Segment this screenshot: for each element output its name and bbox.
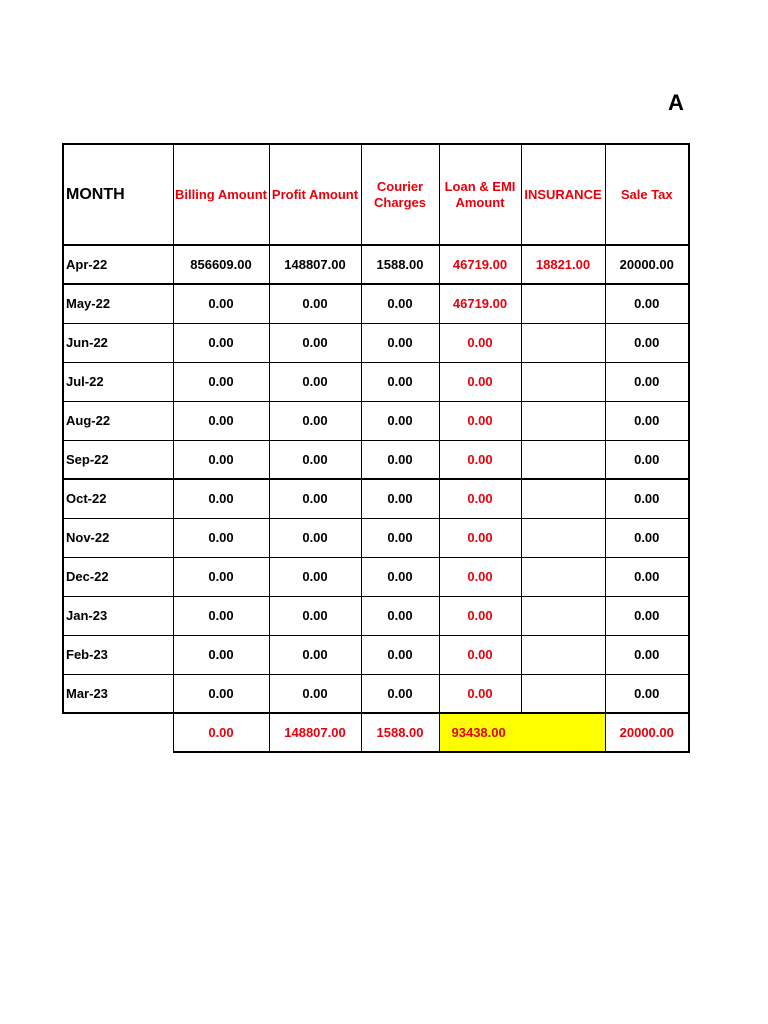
cell-insurance [521, 284, 605, 323]
header-profit-amount: Profit Amount [269, 144, 361, 245]
total-billing-amount: 0.00 [173, 713, 269, 752]
cell-month: Mar-23 [63, 674, 173, 713]
cell-profit-amount: 0.00 [269, 401, 361, 440]
cell-courier-charges: 0.00 [361, 674, 439, 713]
cell-sale-tax: 0.00 [605, 596, 689, 635]
cell-sale-tax: 0.00 [605, 440, 689, 479]
cell-month: Sep-22 [63, 440, 173, 479]
cell-insurance [521, 557, 605, 596]
cell-insurance [521, 362, 605, 401]
cell-profit-amount: 0.00 [269, 518, 361, 557]
header-row [63, 144, 689, 245]
header-insurance: INSURANCE [521, 144, 605, 245]
cell-profit-amount: 0.00 [269, 323, 361, 362]
cell-courier-charges: 0.00 [361, 635, 439, 674]
cell-month: Jun-22 [63, 323, 173, 362]
cell-sale-tax: 0.00 [605, 635, 689, 674]
header-billing-amount: Billing Amount [173, 144, 269, 245]
table-row [63, 557, 689, 596]
cell-profit-amount: 148807.00 [269, 245, 361, 284]
sheet-corner-label: A [668, 90, 684, 115]
cell-insurance [521, 596, 605, 635]
cell-billing-amount: 0.00 [173, 440, 269, 479]
cell-loan-emi-amount: 0.00 [439, 362, 521, 401]
header-courier-charges: Courier Charges [361, 144, 439, 245]
cell-courier-charges: 0.00 [361, 518, 439, 557]
cell-profit-amount: 0.00 [269, 479, 361, 518]
cell-billing-amount: 0.00 [173, 323, 269, 362]
cell-insurance [521, 401, 605, 440]
monthly-summary-table [62, 143, 690, 753]
cell-courier-charges: 1588.00 [361, 245, 439, 284]
cell-loan-emi-amount: 46719.00 [439, 284, 521, 323]
cell-profit-amount: 0.00 [269, 362, 361, 401]
table-row [63, 284, 689, 323]
cell-billing-amount: 856609.00 [173, 245, 269, 284]
cell-sale-tax: 0.00 [605, 362, 689, 401]
cell-profit-amount: 0.00 [269, 557, 361, 596]
cell-month: Feb-23 [63, 635, 173, 674]
table-row [63, 635, 689, 674]
cell-profit-amount: 0.00 [269, 440, 361, 479]
cell-insurance [521, 518, 605, 557]
cell-sale-tax: 0.00 [605, 674, 689, 713]
total-loan-emi-amount: 93438.00 [439, 713, 605, 752]
cell-loan-emi-amount: 0.00 [439, 440, 521, 479]
cell-insurance [521, 674, 605, 713]
total-sale-tax: 20000.00 [605, 713, 689, 752]
cell-month: Oct-22 [63, 479, 173, 518]
cell-month: Apr-22 [63, 245, 173, 284]
table-row [63, 245, 689, 284]
total-courier-charges: 1588.00 [361, 713, 439, 752]
cell-billing-amount: 0.00 [173, 479, 269, 518]
cell-insurance [521, 479, 605, 518]
cell-profit-amount: 0.00 [269, 674, 361, 713]
table-row [63, 440, 689, 479]
cell-sale-tax: 0.00 [605, 518, 689, 557]
table-row [63, 401, 689, 440]
cell-insurance: 18821.00 [521, 245, 605, 284]
cell-loan-emi-amount: 0.00 [439, 479, 521, 518]
cell-loan-emi-amount: 0.00 [439, 401, 521, 440]
cell-loan-emi-amount: 0.00 [439, 323, 521, 362]
cell-loan-emi-amount: 46719.00 [439, 245, 521, 284]
cell-courier-charges: 0.00 [361, 362, 439, 401]
cell-month: Jan-23 [63, 596, 173, 635]
total-profit-amount: 148807.00 [269, 713, 361, 752]
header-loan-emi-amount: Loan & EMI Amount [439, 144, 521, 245]
cell-billing-amount: 0.00 [173, 635, 269, 674]
cell-sale-tax: 0.00 [605, 557, 689, 596]
cell-month: Aug-22 [63, 401, 173, 440]
cell-billing-amount: 0.00 [173, 596, 269, 635]
cell-sale-tax: 0.00 [605, 479, 689, 518]
cell-billing-amount: 0.00 [173, 674, 269, 713]
cell-insurance [521, 635, 605, 674]
cell-month: Jul-22 [63, 362, 173, 401]
cell-billing-amount: 0.00 [173, 518, 269, 557]
cell-billing-amount: 0.00 [173, 362, 269, 401]
table-row [63, 323, 689, 362]
cell-profit-amount: 0.00 [269, 596, 361, 635]
cell-billing-amount: 0.00 [173, 557, 269, 596]
cell-billing-amount: 0.00 [173, 284, 269, 323]
cell-sale-tax: 0.00 [605, 401, 689, 440]
cell-courier-charges: 0.00 [361, 323, 439, 362]
cell-courier-charges: 0.00 [361, 401, 439, 440]
cell-insurance [521, 440, 605, 479]
cell-profit-amount: 0.00 [269, 635, 361, 674]
cell-billing-amount: 0.00 [173, 401, 269, 440]
cell-courier-charges: 0.00 [361, 440, 439, 479]
header-month: MONTH [63, 144, 173, 245]
cell-courier-charges: 0.00 [361, 557, 439, 596]
table-row [63, 596, 689, 635]
cell-month: Dec-22 [63, 557, 173, 596]
cell-loan-emi-amount: 0.00 [439, 635, 521, 674]
cell-courier-charges: 0.00 [361, 284, 439, 323]
cell-profit-amount: 0.00 [269, 284, 361, 323]
cell-loan-emi-amount: 0.00 [439, 518, 521, 557]
header-sale-tax: Sale Tax [605, 144, 689, 245]
totals-blank-cell [63, 713, 173, 752]
cell-courier-charges: 0.00 [361, 479, 439, 518]
cell-sale-tax: 0.00 [605, 323, 689, 362]
cell-loan-emi-amount: 0.00 [439, 557, 521, 596]
cell-month: May-22 [63, 284, 173, 323]
totals-row [63, 713, 689, 752]
cell-sale-tax: 20000.00 [605, 245, 689, 284]
cell-month: Nov-22 [63, 518, 173, 557]
cell-loan-emi-amount: 0.00 [439, 674, 521, 713]
table-row [63, 674, 689, 713]
table-row [63, 362, 689, 401]
table-row [63, 479, 689, 518]
cell-courier-charges: 0.00 [361, 596, 439, 635]
cell-insurance [521, 323, 605, 362]
table-row [63, 518, 689, 557]
cell-sale-tax: 0.00 [605, 284, 689, 323]
cell-loan-emi-amount: 0.00 [439, 596, 521, 635]
